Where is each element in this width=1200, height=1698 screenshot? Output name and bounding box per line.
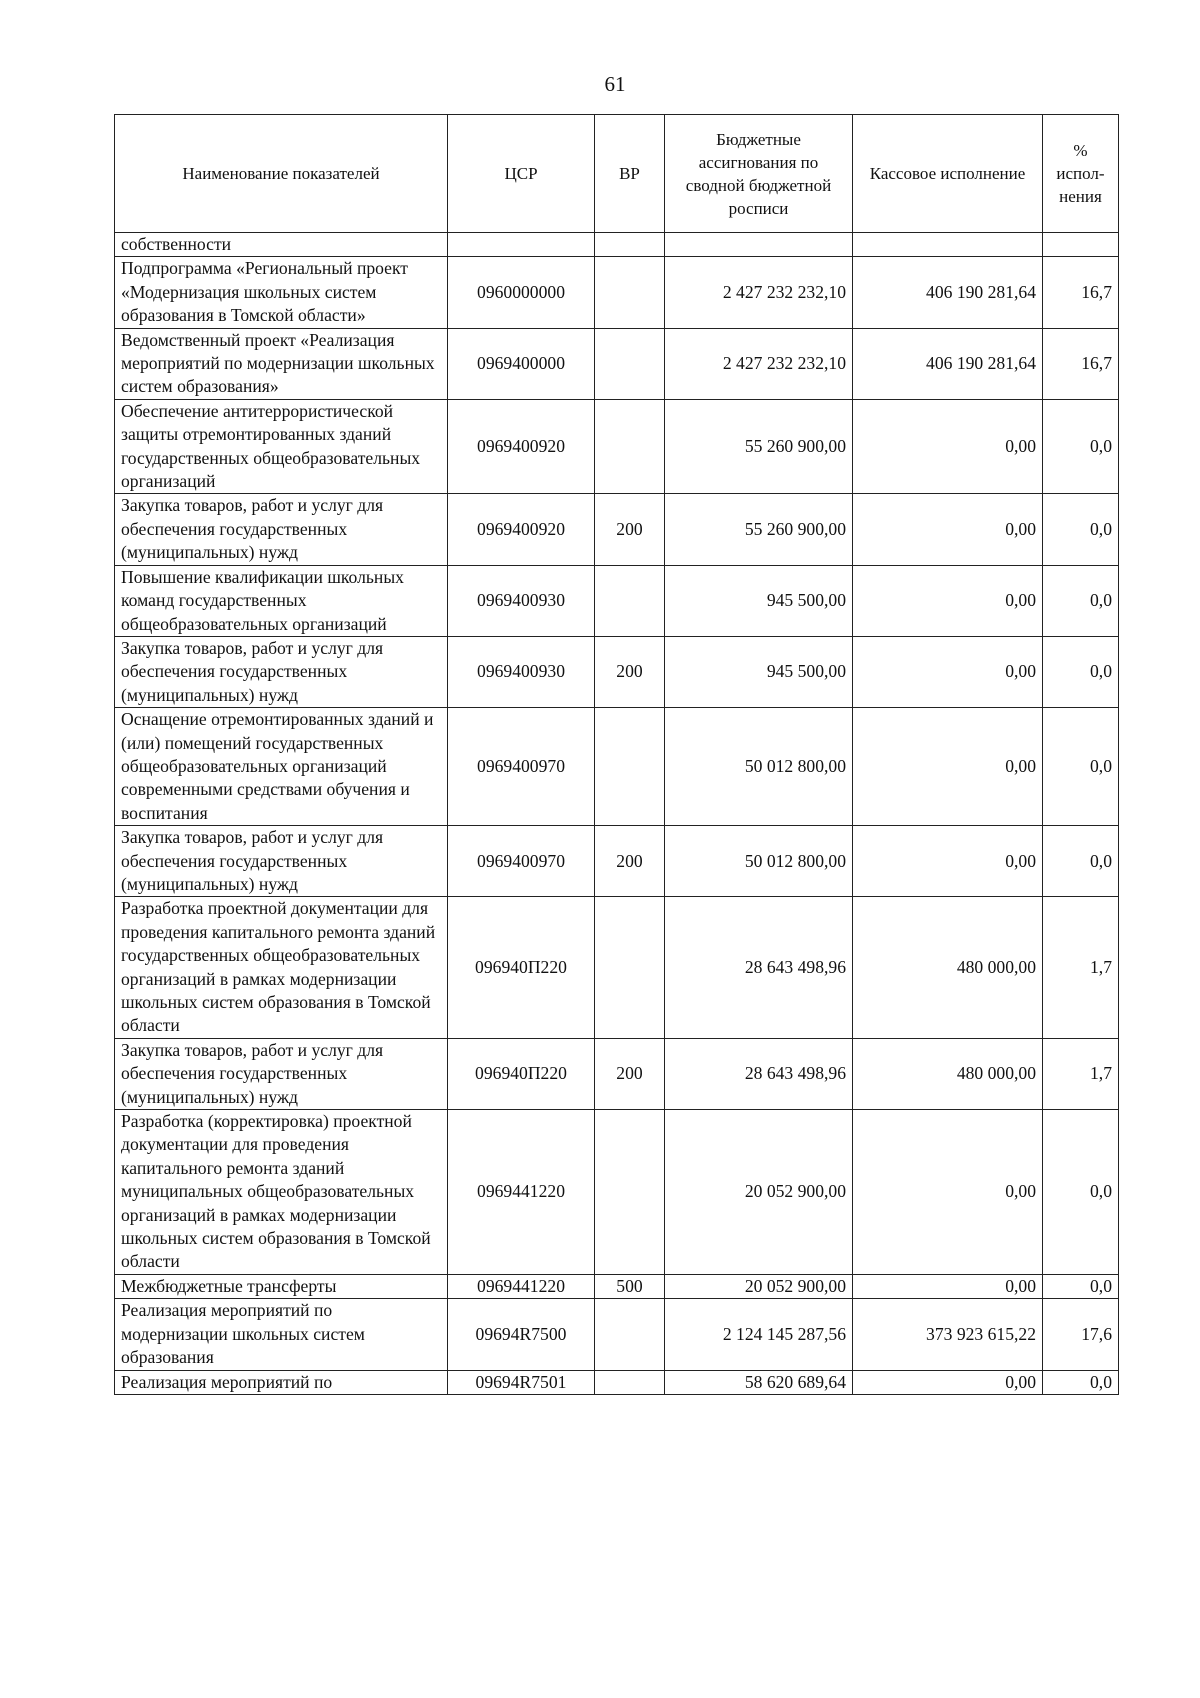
header-name: Наименование показателей bbox=[115, 115, 448, 233]
cell-pct: 0,0 bbox=[1043, 1370, 1119, 1394]
cell-vr: 500 bbox=[595, 1274, 665, 1298]
cell-pct: 0,0 bbox=[1043, 565, 1119, 636]
cell-csr: 0969400920 bbox=[448, 399, 595, 494]
cell-name: Закупка товаров, работ и услуг для обеспечения государственных (муниципальных) нужд bbox=[115, 494, 448, 565]
cell-vr: 200 bbox=[595, 1038, 665, 1109]
cell-name: Закупка товаров, работ и услуг для обеспечения государственных (муниципальных) нужд bbox=[115, 1038, 448, 1109]
cell-cash: 0,00 bbox=[853, 708, 1043, 826]
cell-vr bbox=[595, 399, 665, 494]
cell-budget: 2 427 232 232,10 bbox=[665, 328, 853, 399]
cell-budget: 945 500,00 bbox=[665, 565, 853, 636]
table-row bbox=[115, 1038, 1119, 1109]
header-budget: Бюджетные ассигнования по сводной бюджетной росписи bbox=[665, 115, 853, 233]
page-number: 61 bbox=[604, 72, 626, 96]
cell-pct: 0,0 bbox=[1043, 1274, 1119, 1298]
budget-table bbox=[114, 114, 1119, 1395]
cell-pct: 1,7 bbox=[1043, 897, 1119, 1038]
cell-vr: 200 bbox=[595, 636, 665, 707]
cell-budget: 2 124 145 287,56 bbox=[665, 1299, 853, 1370]
cell-budget: 2 427 232 232,10 bbox=[665, 257, 853, 328]
table-row bbox=[115, 233, 1119, 257]
cell-pct: 16,7 bbox=[1043, 257, 1119, 328]
cell-csr: 096940П220 bbox=[448, 897, 595, 1038]
cell-vr bbox=[595, 708, 665, 826]
cell-pct: 0,0 bbox=[1043, 636, 1119, 707]
cell-budget: 20 052 900,00 bbox=[665, 1110, 853, 1275]
cell-csr: 0969441220 bbox=[448, 1274, 595, 1298]
cell-budget: 20 052 900,00 bbox=[665, 1274, 853, 1298]
cell-cash: 0,00 bbox=[853, 1370, 1043, 1394]
cell-vr: 200 bbox=[595, 494, 665, 565]
cell-name: Разработка (корректировка) проектной документации для проведения капитального ремонта зданий муниципальных общеобразовательных организаций в рамках модернизации школьных систем образования в Томской области bbox=[115, 1110, 448, 1275]
cell-name: Закупка товаров, работ и услуг для обеспечения государственных (муниципальных) нужд bbox=[115, 826, 448, 897]
cell-cash: 0,00 bbox=[853, 636, 1043, 707]
cell-budget: 945 500,00 bbox=[665, 636, 853, 707]
cell-budget: 50 012 800,00 bbox=[665, 708, 853, 826]
cell-budget: 55 260 900,00 bbox=[665, 494, 853, 565]
cell-csr: 0969400930 bbox=[448, 636, 595, 707]
cell-budget: 28 643 498,96 bbox=[665, 897, 853, 1038]
cell-vr bbox=[595, 257, 665, 328]
cell-cash: 0,00 bbox=[853, 565, 1043, 636]
cell-cash: 480 000,00 bbox=[853, 1038, 1043, 1109]
cell-pct: 0,0 bbox=[1043, 826, 1119, 897]
cell-pct: 0,0 bbox=[1043, 399, 1119, 494]
cell-vr bbox=[595, 1299, 665, 1370]
cell-vr bbox=[595, 233, 665, 257]
cell-pct bbox=[1043, 233, 1119, 257]
cell-csr: 0969441220 bbox=[448, 1110, 595, 1275]
cell-pct: 0,0 bbox=[1043, 708, 1119, 826]
cell-pct: 0,0 bbox=[1043, 1110, 1119, 1275]
table-row bbox=[115, 328, 1119, 399]
table-row bbox=[115, 708, 1119, 826]
cell-budget: 55 260 900,00 bbox=[665, 399, 853, 494]
cell-csr bbox=[448, 233, 595, 257]
cell-name: Оснащение отремонтированных зданий и (или) помещений государственных общеобразовательных организаций современными средствами обучения и воспитания bbox=[115, 708, 448, 826]
cell-pct: 16,7 bbox=[1043, 328, 1119, 399]
cell-name: Реализация мероприятий по bbox=[115, 1370, 448, 1394]
cell-name: Подпрограмма «Региональный проект «Модернизация школьных систем образования в Томской области» bbox=[115, 257, 448, 328]
cell-name: собственности bbox=[115, 233, 448, 257]
table-row bbox=[115, 1299, 1119, 1370]
cell-pct: 17,6 bbox=[1043, 1299, 1119, 1370]
cell-pct: 0,0 bbox=[1043, 494, 1119, 565]
cell-pct: 1,7 bbox=[1043, 1038, 1119, 1109]
cell-cash: 0,00 bbox=[853, 1274, 1043, 1298]
table-row bbox=[115, 1110, 1119, 1275]
cell-name: Ведомственный проект «Реализация мероприятий по модернизации школьных систем образования» bbox=[115, 328, 448, 399]
cell-csr: 0969400930 bbox=[448, 565, 595, 636]
cell-name: Реализация мероприятий по модернизации школьных систем образования bbox=[115, 1299, 448, 1370]
cell-cash: 0,00 bbox=[853, 399, 1043, 494]
cell-vr bbox=[595, 1110, 665, 1275]
table-header-row bbox=[115, 115, 1119, 233]
cell-budget: 50 012 800,00 bbox=[665, 826, 853, 897]
cell-name: Повышение квалификации школьных команд государственных общеобразовательных организаций bbox=[115, 565, 448, 636]
cell-cash: 0,00 bbox=[853, 1110, 1043, 1275]
cell-cash: 406 190 281,64 bbox=[853, 328, 1043, 399]
cell-budget bbox=[665, 233, 853, 257]
header-csr: ЦСР bbox=[448, 115, 595, 233]
cell-vr bbox=[595, 1370, 665, 1394]
table-row bbox=[115, 257, 1119, 328]
cell-name: Межбюджетные трансферты bbox=[115, 1274, 448, 1298]
table-row bbox=[115, 1370, 1119, 1394]
table-row bbox=[115, 494, 1119, 565]
table-row bbox=[115, 826, 1119, 897]
table-row bbox=[115, 565, 1119, 636]
cell-csr: 0960000000 bbox=[448, 257, 595, 328]
cell-csr: 0969400000 bbox=[448, 328, 595, 399]
cell-csr: 0969400970 bbox=[448, 708, 595, 826]
cell-csr: 09694R7501 bbox=[448, 1370, 595, 1394]
header-pct: % испол-нения bbox=[1043, 115, 1119, 233]
table-row bbox=[115, 636, 1119, 707]
cell-cash: 0,00 bbox=[853, 494, 1043, 565]
cell-cash: 480 000,00 bbox=[853, 897, 1043, 1038]
cell-csr: 0969400920 bbox=[448, 494, 595, 565]
cell-cash: 406 190 281,64 bbox=[853, 257, 1043, 328]
header-cash: Кассовое исполнение bbox=[853, 115, 1043, 233]
cell-cash bbox=[853, 233, 1043, 257]
cell-vr bbox=[595, 328, 665, 399]
cell-name: Обеспечение антитеррористической защиты отремонтированных зданий государственных общеобразовательных организаций bbox=[115, 399, 448, 494]
table-row bbox=[115, 1274, 1119, 1298]
cell-vr bbox=[595, 897, 665, 1038]
cell-vr: 200 bbox=[595, 826, 665, 897]
cell-name: Закупка товаров, работ и услуг для обеспечения государственных (муниципальных) нужд bbox=[115, 636, 448, 707]
cell-cash: 373 923 615,22 bbox=[853, 1299, 1043, 1370]
table-row bbox=[115, 897, 1119, 1038]
cell-cash: 0,00 bbox=[853, 826, 1043, 897]
cell-vr bbox=[595, 565, 665, 636]
cell-budget: 58 620 689,64 bbox=[665, 1370, 853, 1394]
table-row bbox=[115, 399, 1119, 494]
cell-name: Разработка проектной документации для проведения капитального ремонта зданий государственных общеобразовательных организаций в рамках модернизации школьных систем образования в Томской области bbox=[115, 897, 448, 1038]
cell-csr: 09694R7500 bbox=[448, 1299, 595, 1370]
cell-csr: 096940П220 bbox=[448, 1038, 595, 1109]
cell-csr: 0969400970 bbox=[448, 826, 595, 897]
header-vr: ВР bbox=[595, 115, 665, 233]
cell-budget: 28 643 498,96 bbox=[665, 1038, 853, 1109]
